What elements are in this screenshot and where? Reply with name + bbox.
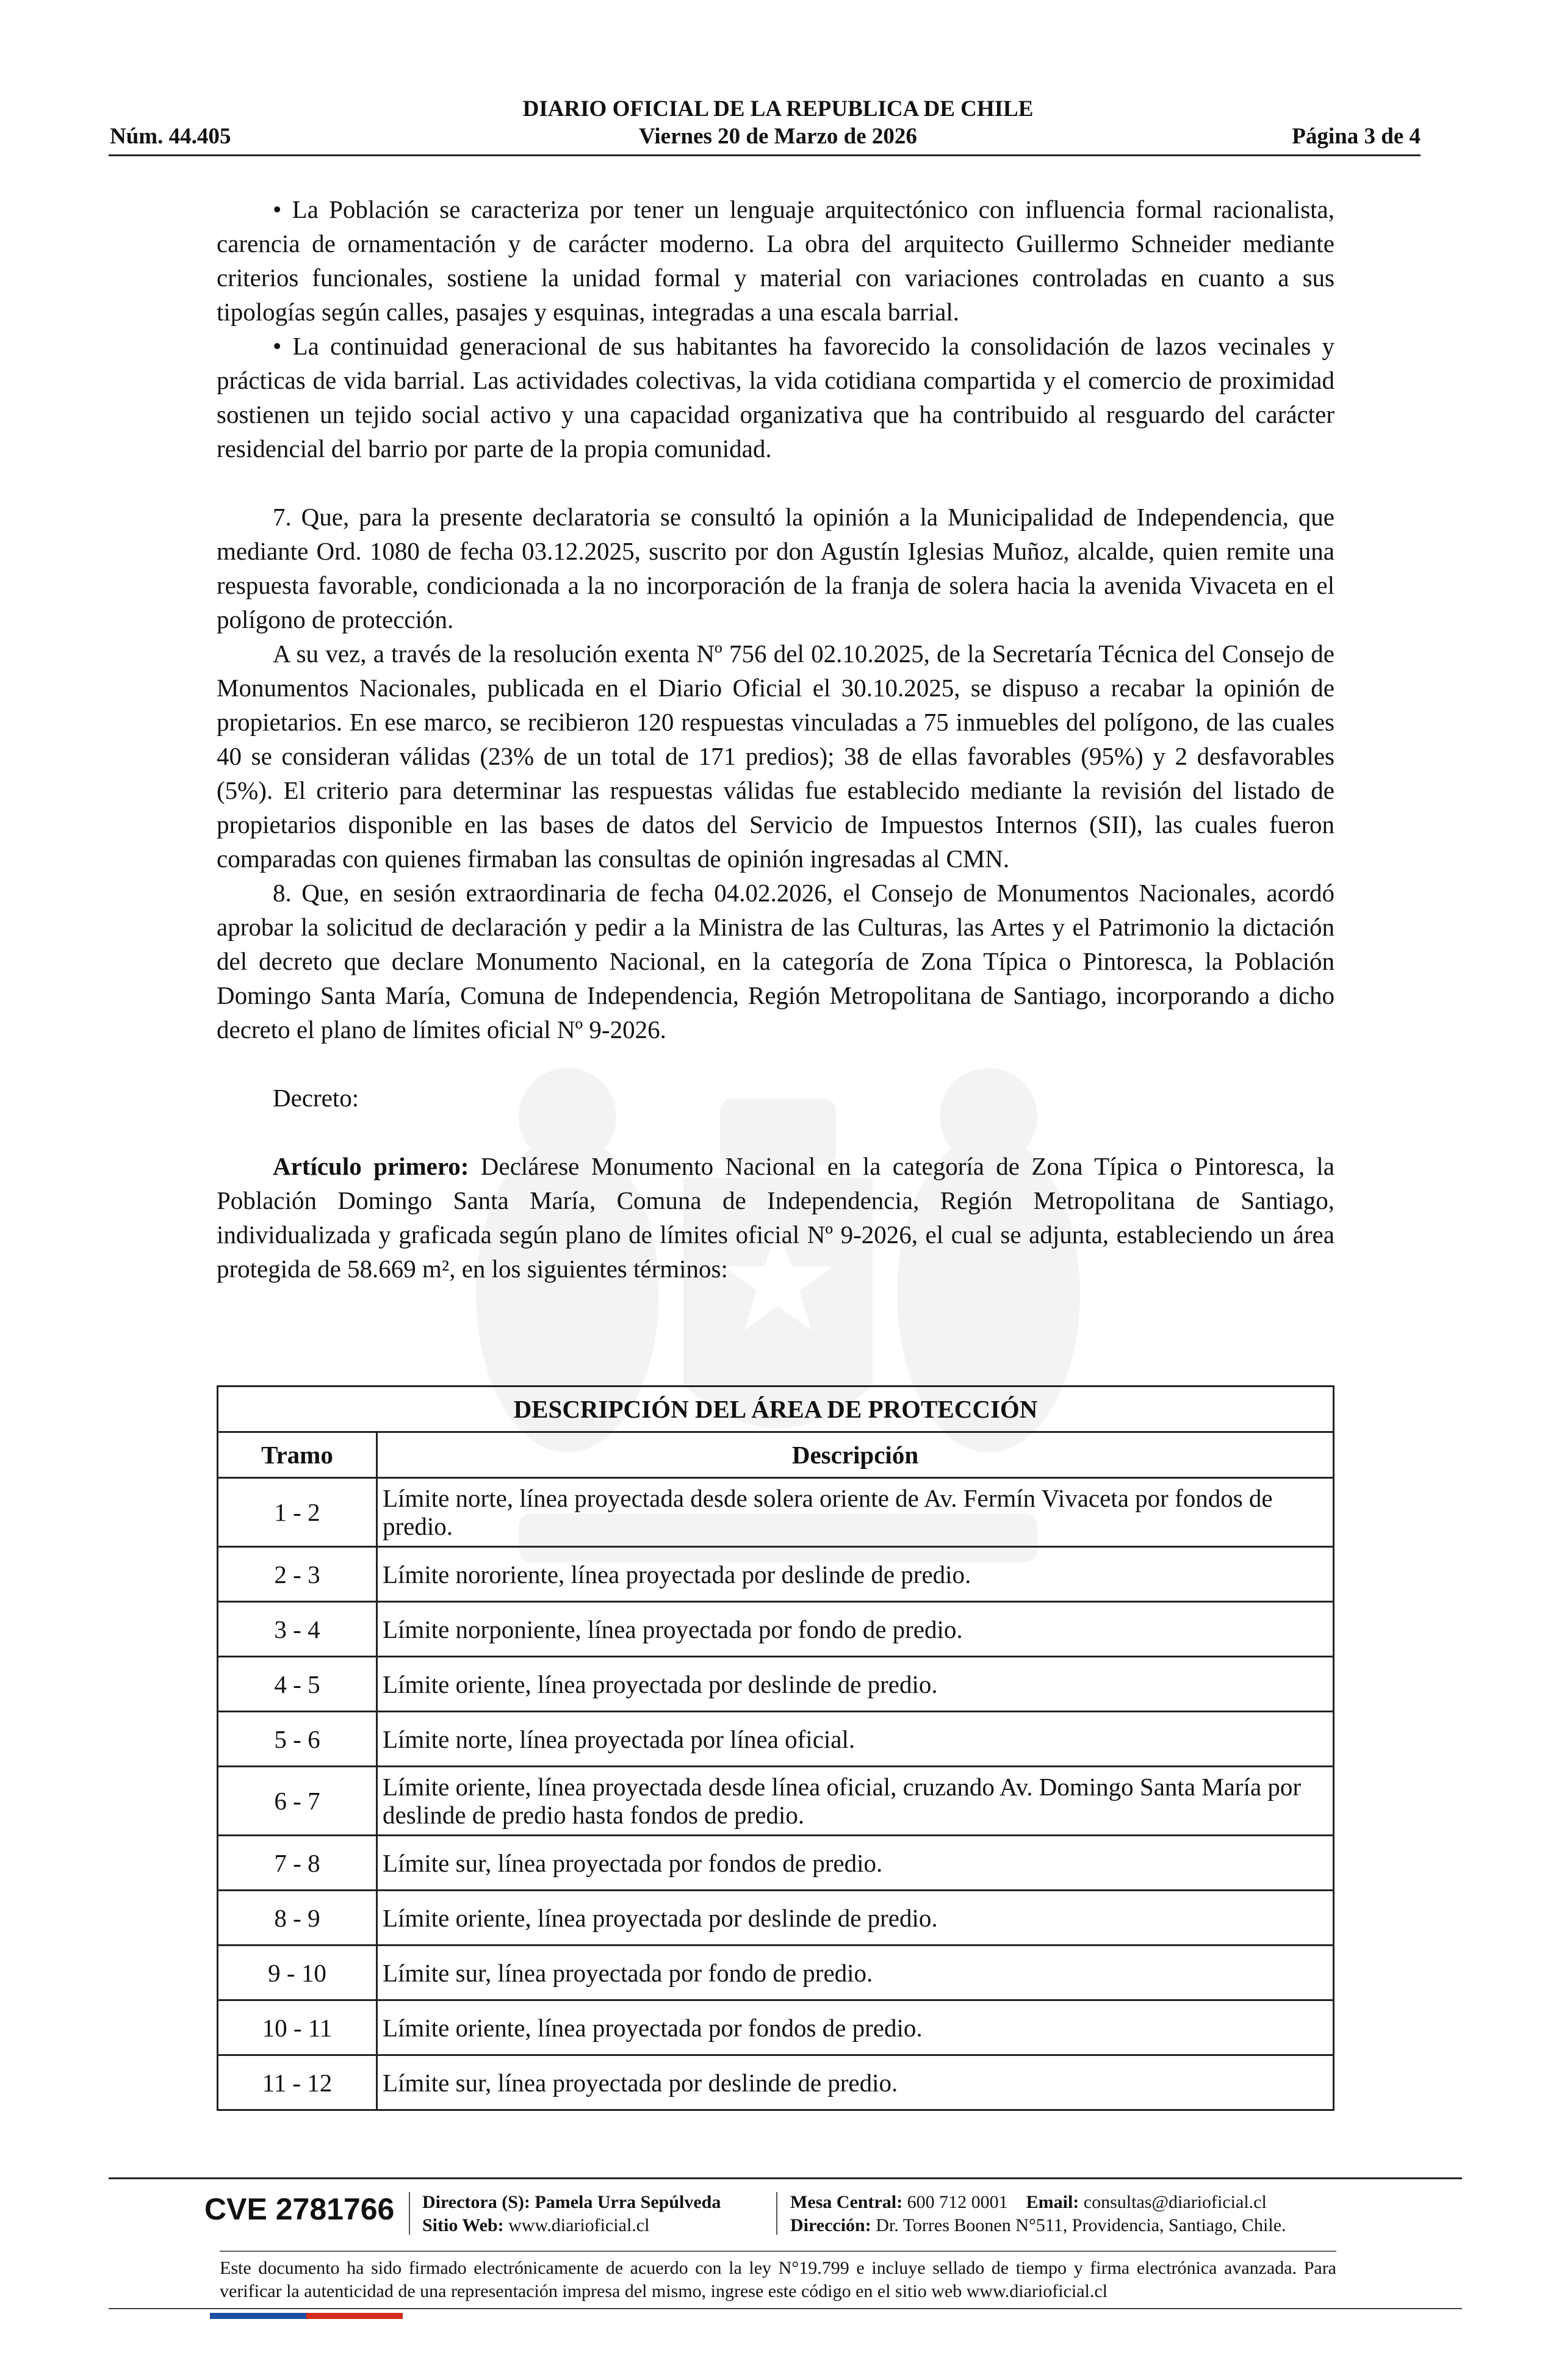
table-row [218, 2000, 1334, 2055]
page-indicator: Página 3 de 4 [1292, 124, 1421, 149]
table-row [218, 1547, 1334, 1602]
mesa-central-label: Mesa Central: [790, 2192, 903, 2212]
table-row [218, 1657, 1334, 1712]
description-cell: Límite sur, línea proyectada por deslinde de predio. [377, 2055, 1334, 2110]
directora-label: Directora (S): [422, 2192, 530, 2212]
column-header-tramo: Tramo [218, 1432, 377, 1478]
table-row [218, 1836, 1334, 1891]
considerations-block-1 [217, 192, 1334, 1286]
footer-contact-info [790, 2191, 1286, 2237]
article-first [217, 1149, 1334, 1286]
point-7-continuation: A su vez, a través de la resolución exenta Nº 756 del 02.10.2025, de la Secretaría Técnica del Consejo de Monumentos Nacionales, publicada en el Diario Oficial el 30.10.2025, se dispuso a recabar la opinión de propietarios. En ese marco, se recibieron 120 respuestas vinculadas a 75 inmuebles del polígono, de las cuales 40 se consideran válidas (23% de un total de 171 predios); 38 de ellas favorables (95%) y 2 desfavorables (5%). El criterio para determinar las respuestas válidas fue establecido mediante la revisión del listado de propietarios disponible en las bases de datos del Servicio de Impuestos Internos (SII), las cuales fueron comparadas con quienes firmaban las consultas de opinión ingresadas al CMN. [217, 640, 1334, 873]
directora-name: Pamela Urra Sepúlveda [530, 2192, 721, 2212]
table-row [218, 1891, 1334, 1945]
description-cell: Límite oriente, línea proyectada por deslinde de predio. [377, 1891, 1334, 1945]
footer-divider-mid [220, 2251, 1336, 2252]
tramo-cell: 5 - 6 [218, 1712, 377, 1767]
footer-editor-info [422, 2191, 721, 2237]
address-value: Dr. Torres Boonen N°511, Providencia, Santiago, Chile. [871, 2215, 1286, 2235]
table-row [218, 1945, 1334, 2000]
newspaper-title: DIARIO OFICIAL DE LA REPUBLICA DE CHILE [522, 96, 1034, 121]
description-cell: Límite sur, línea proyectada por fondos de predio. [377, 1836, 1334, 1891]
cve-code: CVE 2781766 [204, 2192, 395, 2226]
tramo-cell: 6 - 7 [218, 1767, 377, 1836]
tramo-cell: 4 - 5 [218, 1657, 377, 1712]
table-row [218, 2055, 1334, 2110]
table-row [218, 1602, 1334, 1657]
website-label: Sitio Web: [422, 2215, 504, 2235]
description-cell: Límite norponiente, línea proyectada por fondo de predio. [377, 1602, 1334, 1657]
website-link[interactable]: www.diarioficial.cl [503, 2215, 650, 2235]
mesa-central-phone: 600 712 0001 [902, 2192, 1008, 2212]
footer-separator [776, 2192, 777, 2235]
article-first-text: Declárese Monumento Nacional en la categoría de Zona Típica o Pintoresca, la Población Domingo Santa María, Comuna de Independencia, Región Metropolitana de Santiago, individualizada y graficada según plano de límites oficial Nº 9-2026, el cual se adjunta, estableciendo un área protegida de 58.669 m², en los siguientes términos: [217, 1152, 1334, 1283]
column-header-descripcion: Descripción [377, 1432, 1334, 1478]
issue-number: Núm. 44.405 [110, 124, 231, 149]
description-cell: Límite oriente, línea proyectada por deslinde de predio. [377, 1657, 1334, 1712]
flag-stripe-blue [210, 2313, 306, 2319]
tramo-cell: 7 - 8 [218, 1836, 377, 1891]
tramo-cell: 3 - 4 [218, 1602, 377, 1657]
description-cell: Límite oriente, línea proyectada por fondos de predio. [377, 2000, 1334, 2055]
tramo-cell: 9 - 10 [218, 1945, 377, 2000]
tramo-cell: 8 - 9 [218, 1891, 377, 1945]
point-8: 8. Que, en sesión extraordinaria de fecha 04.02.2026, el Consejo de Monumentos Nacionales, acordó aprobar la solicitud de declaración y pedir a la Ministra de las Culturas, las Artes y el Patrimonio la dictación del decreto que declare Monumento Nacional, en la categoría de Zona Típica o Pintoresca, la Población Domingo Santa María, Comuna de Independencia, Región Metropolitana de Santiago, incorporando a dicho decreto el plano de límites oficial Nº 9-2026. [217, 879, 1334, 1044]
electronic-signature-note: Este documento ha sido firmado electrónicamente de acuerdo con la ley N°19.799 e incluye sellado de tiempo y firma electrónica avanzada. Para verificar la autenticidad de una representación impresa del mismo, ingrese este código en el sitio web www.diarioficial.cl [220, 2258, 1336, 2301]
decreto-heading: Decreto: [273, 1084, 359, 1112]
bullet-architecture: • La Población se caracteriza por tener un lenguaje arquitectónico con influencia formal racionalista, carencia de ornamentación y de carácter moderno. La obra del arquitecto Guillermo Schneider mediante criterios funcionales, sostiene la unidad formal y material con variaciones controladas en cuanto a sus tipologías según calles, pasajes y esquinas, integradas a una escala barrial. [217, 195, 1334, 326]
protection-area-table [217, 1385, 1334, 2111]
header-divider [109, 154, 1421, 156]
footer-separator [409, 2192, 410, 2235]
email-link[interactable]: consultas@diarioficial.cl [1079, 2192, 1267, 2212]
table-row [218, 1767, 1334, 1836]
table-row [218, 1712, 1334, 1767]
article-first-label: Artículo primero: [273, 1152, 469, 1180]
footer-divider-bottom [109, 2308, 1462, 2309]
footer-divider-top [109, 2177, 1462, 2179]
issue-date: Viernes 20 de Marzo de 2026 [639, 124, 917, 149]
tramo-cell: 11 - 12 [218, 2055, 377, 2110]
description-cell: Límite norte, línea proyectada por línea oficial. [377, 1712, 1334, 1767]
address-label: Dirección: [790, 2215, 871, 2235]
email-label: Email: [1026, 2192, 1079, 2212]
tramo-cell: 1 - 2 [218, 1478, 377, 1547]
table-title: DESCRIPCIÓN DEL ÁREA DE PROTECCIÓN [218, 1387, 1334, 1432]
bullet-community: • La continuidad generacional de sus habitantes ha favorecido la consolidación de lazos vecinales y prácticas de vida barrial. Las actividades colectivas, la vida cotidiana compartida y el comercio de proximidad sostienen un tejido social activo y una capacidad organizativa que ha contribuido al resguardo del carácter residencial del barrio por parte de la propia comunidad. [217, 332, 1334, 463]
flag-stripe-red [306, 2313, 403, 2319]
description-cell: Límite oriente, línea proyectada desde línea oficial, cruzando Av. Domingo Santa María por deslinde de predio hasta fondos de predio. [377, 1767, 1334, 1836]
tramo-cell: 2 - 3 [218, 1547, 377, 1602]
tramo-cell: 10 - 11 [218, 2000, 377, 2055]
point-7: 7. Que, para la presente declaratoria se consultó la opinión a la Municipalidad de Independencia, que mediante Ord. 1080 de fecha 03.12.2025, suscrito por don Agustín Iglesias Muñoz, alcalde, quien remite una respuesta favorable, condicionada a la no incorporación de la franja de solera hacia la avenida Vivaceta en el polígono de protección. [217, 503, 1334, 633]
table-row [218, 1478, 1334, 1547]
description-cell: Límite sur, línea proyectada por fondo de predio. [377, 1945, 1334, 2000]
description-cell: Límite nororiente, línea proyectada por deslinde de predio. [377, 1547, 1334, 1602]
description-cell: Límite norte, línea proyectada desde solera oriente de Av. Fermín Vivaceta por fondos de predio. [377, 1478, 1334, 1547]
